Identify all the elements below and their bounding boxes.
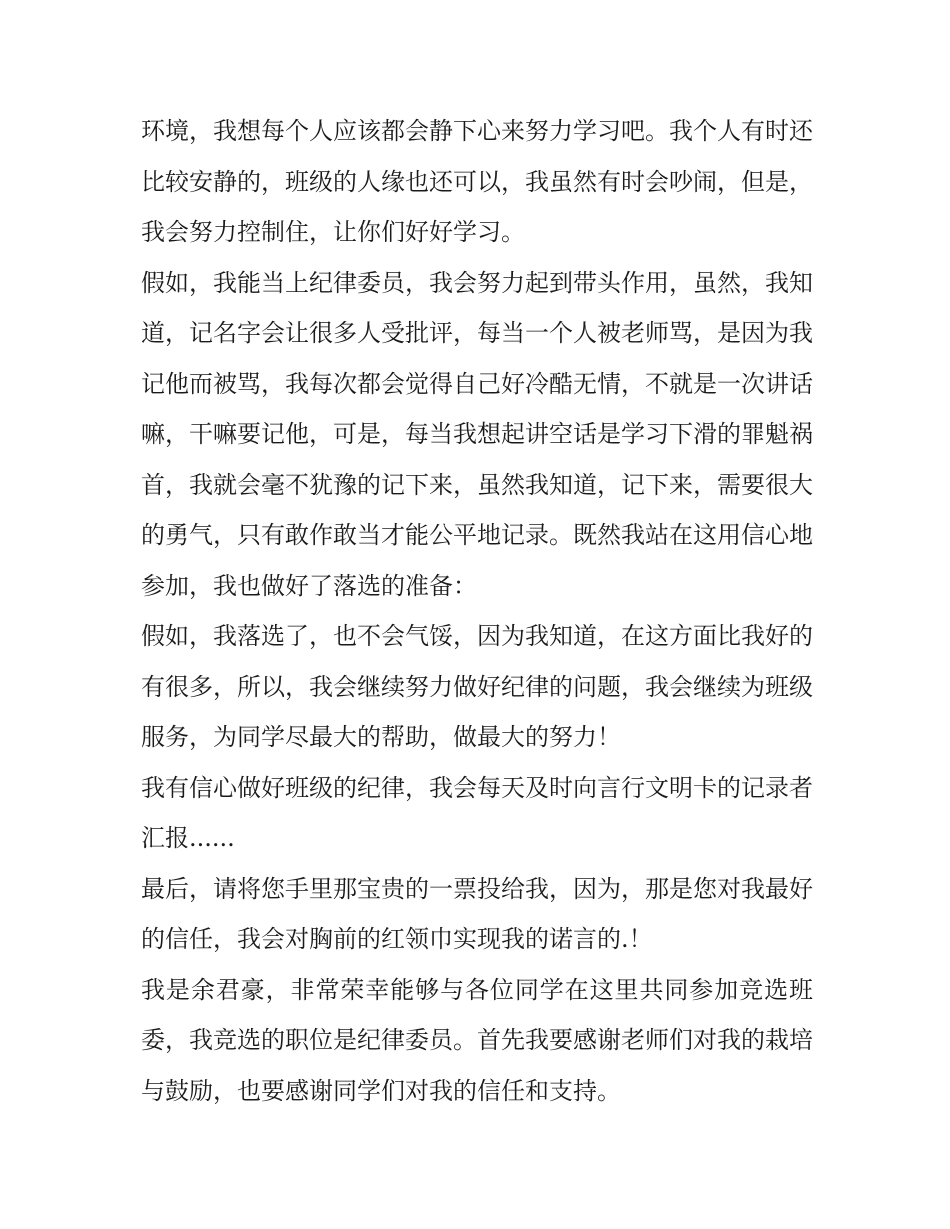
paragraph-5: 最后，请将您手里那宝贵的一票投给我，因为，那是您对我最好的信任，我会对胸前的红领巾实现我的诺言的.！ (141, 874, 813, 953)
paragraph-3: 假如，我落选了，也不会气馁，因为我知道，在这方面比我好的有很多，所以，我会继续努力做好纪律的问题，我会继续为班级服务，为同学尽最大的帮助，做最大的努力！ (141, 622, 813, 751)
paragraph-2: 假如，我能当上纪律委员，我会努力起到带头作用，虽然，我知道，记名字会让很多人受批评，每当一个人被老师骂，是因为我记他而被骂，我每次都会觉得自己好冷酷无情，不就是一次讲话嘛，干嘛要记他，可是，每当我想起讲空话是学习下滑的罪魁祸首，我就会毫不犹豫的记下来，虽然我知道，记下来，需要很大的勇气，只有敢作敢当才能公平地记录。既然我站在这用信心地参加，我也做好了落选的准备： (141, 268, 813, 600)
document-body (141, 106, 813, 1116)
paragraph-6: 我是余君豪，非常荣幸能够与各位同学在这里共同参加竞选班委，我竞选的职位是纪律委员。首先我要感谢老师们对我的栽培与鼓励，也要感谢同学们对我的信任和支持。 (141, 975, 813, 1105)
paragraph-1: 环境，我想每个人应该都会静下心来努力学习吧。我个人有时还比较安静的，班级的人缘也还可以，我虽然有时会吵闹，但是，我会努力控制住，让你们好好学习。 (141, 117, 813, 246)
paragraph-4: 我有信心做好班级的纪律，我会每天及时向言行文明卡的记录者汇报...... (141, 773, 813, 852)
